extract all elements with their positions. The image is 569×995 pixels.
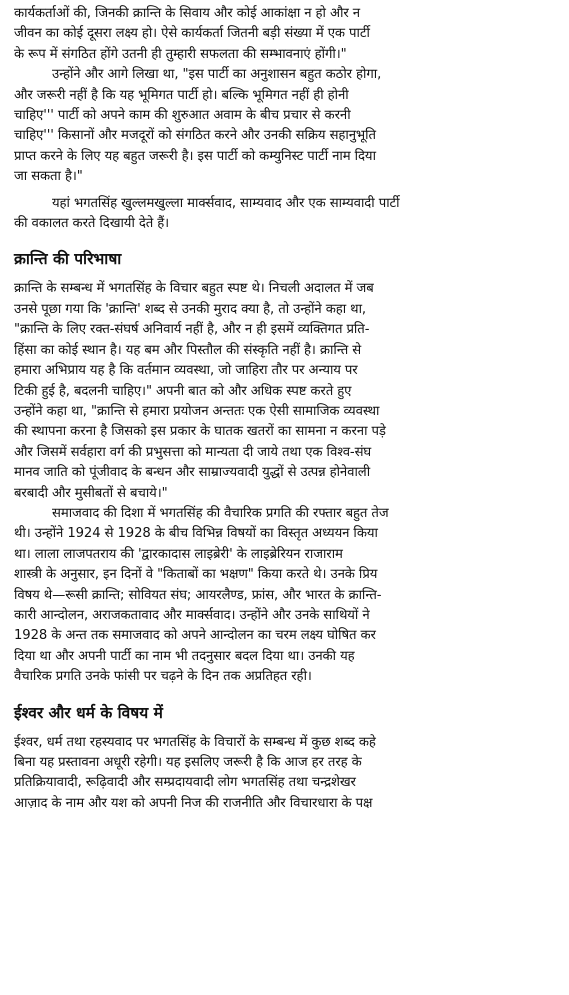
text-line: वैचारिक प्रगति उनके फांसी पर चढ़ने के दिन तक अप्रतिहत रही।	[14, 669, 312, 685]
text-line: टिकी हुई है, बदलनी चाहिए।" अपनी बात को और अधिक स्पष्ट करते हुए	[14, 383, 352, 399]
text-line: क्रान्ति के सम्बन्ध में भगतसिंह के विचार बहुत स्पष्ट थे। निचली अदालत में जब	[14, 281, 374, 297]
text-line: था। लाला लाजपतराय की 'द्वारकादास लाइब्रेरी' के लाइब्रेरियन राजाराम	[14, 546, 343, 562]
text-line: आज़ाद के नाम और यश को अपनी निज की राजनीति और विचारधारा के पक्ष	[14, 795, 373, 811]
paragraph-3	[14, 194, 559, 235]
text-line: कार्यकर्ताओं की, जिनकी क्रान्ति के सिवाय और कोई आकांक्षा न हो और न	[14, 6, 360, 21]
text-line: शास्त्री के अनुसार, इन दिनों वे "किताबों का भक्षण" किया करते थे। उनके प्रिय	[14, 567, 378, 583]
paragraph-2	[14, 65, 559, 187]
text-line: के रूप में संगठित होंगे उतनी ही तुम्हारी सफलता की सम्भावनाएं होंगी।"	[14, 46, 347, 62]
text-line: और जिसमें सर्वहारा वर्ग की प्रभुसत्ता को मान्यता दी जाये तथा एक विश्व-संघ	[14, 444, 372, 460]
paragraph-6	[14, 733, 559, 815]
text-line: की स्थापना करना है जिसको इस प्रकार के घातक खतरों का सामना न करना पड़े	[14, 424, 386, 440]
text-line: थी। उन्होंने 1924 से 1928 के बीच विभिन्न विषयों का विस्तृत अध्ययन किया	[14, 526, 378, 542]
text-line: की वकालत करते दिखायी देते हैं।	[14, 216, 170, 232]
text-line: जा सकता है।"	[14, 169, 83, 185]
text-line: उनसे पूछा गया कि 'क्रान्ति' शब्द से उनकी मुराद क्या है, तो उन्होंने कहा था,	[14, 301, 367, 317]
text-line: और जरूरी नहीं है कि यह भूमिगत पार्टी हो। बल्कि भूमिगत नहीं ही होनी	[14, 87, 349, 103]
text-line: हिंसा का कोई स्थान है। यह बम और पिस्तौल की संस्कृति नहीं है। क्रान्ति से	[14, 342, 362, 358]
text-line: प्रतिक्रियावादी, रूढ़िवादी और सम्प्रदायवादी लोग भगतसिंह तथा चन्द्रशेखर	[14, 775, 356, 791]
text-line: चाहिए''' किसानों और मजदूरों को संगठित करने और उनकी सक्रिय सहानुभूति	[14, 128, 376, 144]
section-heading-revolution-definition: क्रान्ति की परिभाषा	[14, 250, 122, 269]
text-line: जीवन का कोई दूसरा लक्ष्य हो। ऐसे कार्यकर्ता जितनी बड़ी संख्या में एक पार्टी	[14, 26, 370, 42]
text-line: "क्रान्ति के लिए रक्त-संघर्ष अनिवार्य नहीं है, और न ही इसमें व्यक्तिगत प्रति-	[14, 322, 370, 338]
text-line: मानव जाति को पूंजीवाद के बन्धन और साम्राज्यवादी युद्धों से उत्पन्न होनेवाली	[14, 465, 371, 481]
text-line: ईश्वर, धर्म तथा रहस्यवाद पर भगतसिंह के विचारों के सम्बन्ध में कुछ शब्द कहे	[14, 734, 376, 750]
text-line: दिया था और अपनी पार्टी का नाम भी तदनुसार बदल दिया था। उनकी यह	[14, 648, 355, 664]
text-line: कारी आन्दोलन, अराजकतावाद और मार्क्सवाद। उन्होंने और उनके साथियों ने	[14, 607, 370, 623]
text-line: प्राप्त करने के लिए यह बहुत जरूरी है। इस पार्टी को कम्युनिस्ट पार्टी नाम दिया	[14, 148, 376, 164]
text-line: चाहिए''' पार्टी को अपने काम की शुरुआत अवाम के बीच प्रचार से करनी	[14, 108, 351, 124]
text-line: बरबादी और मुसीबतों से बचाये।"	[14, 485, 168, 501]
text-line: समाजवाद की दिशा में भगतसिंह की वैचारिक प्रगति की रफ्तार बहुत तेज	[52, 505, 389, 521]
paragraph-1	[14, 4, 559, 65]
text-line: बिना यह प्रस्तावना अधूरी रहेगी। यह इसलिए जरूरी है कि आज हर तरह के	[14, 755, 362, 770]
paragraph-5	[14, 504, 559, 688]
text-line: 1928 के अन्त तक समाजवाद को अपने आन्दोलन का चरम लक्ष्य घोषित कर	[14, 628, 376, 644]
text-line: यहां भगतसिंह खुल्लमखुल्ला मार्क्सवाद, साम्यवाद और एक साम्यवादी पार्टी	[52, 195, 400, 211]
text-line: उन्होंने कहा था, "क्रान्ति से हमारा प्रयोजन अन्ततः एक ऐसी सामाजिक व्यवस्था	[14, 403, 380, 419]
section-heading-god-and-religion: ईश्वर और धर्म के विषय में	[14, 703, 163, 722]
paragraph-4	[14, 279, 559, 503]
text-line: उन्होंने और आगे लिखा था, "इस पार्टी का अनुशासन बहुत कठोर होगा,	[52, 67, 382, 83]
text-line: हमारा अभिप्राय यह है कि वर्तमान व्यवस्था, जो जाहिरा तौर पर अन्याय पर	[14, 363, 358, 379]
text-line: विषय थे—रूसी क्रान्ति; सोवियत संघ; आयरलैण्ड, फ्रांस, और भारत के क्रान्ति-	[14, 587, 382, 603]
